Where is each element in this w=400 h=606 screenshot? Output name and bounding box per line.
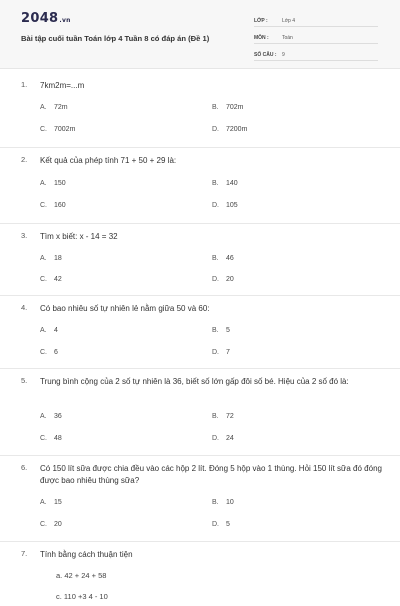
question-4 — [0, 296, 400, 369]
question-number: 3. — [21, 231, 28, 240]
option-b[interactable]: B. 46 — [212, 255, 234, 262]
option-c[interactable]: C. 42 — [40, 276, 62, 283]
meta-label: SỐ CÂU : — [254, 51, 277, 58]
question-text: Có bao nhiêu số tự nhiên lẻ nằm giữa 50 và 60: — [40, 304, 210, 313]
question-header — [21, 549, 385, 561]
sub-item-a: a. 42 + 24 + 58 — [56, 571, 107, 580]
option-d[interactable]: D. 105 — [212, 202, 238, 209]
question-text: Có 150 lít sữa được chia đều vào các hộp 2 lít. Đóng 5 hộp vào 1 thùng. Hỏi 150 lít sữa đó đóng được bao nhiêu thùng sữa? — [40, 464, 382, 485]
option-d[interactable]: D. 7 — [212, 349, 230, 356]
question-5 — [0, 369, 400, 456]
meta-label: MÔN : — [254, 34, 269, 41]
option-c[interactable]: C. 6 — [40, 349, 58, 356]
question-text: Tính bằng cách thuận tiện — [40, 550, 133, 559]
meta-value: Toán — [282, 34, 293, 41]
meta-row-question-count — [254, 49, 378, 61]
option-d[interactable]: D. 20 — [212, 276, 234, 283]
meta-value: 9 — [282, 51, 285, 58]
option-b[interactable]: B. 702m — [212, 104, 244, 111]
meta-row-subject — [254, 32, 378, 44]
option-a[interactable]: A. 150 — [40, 180, 66, 187]
option-b[interactable]: B. 72 — [212, 413, 234, 420]
question-text: Trung bình cộng của 2 số tự nhiên là 36, biết số lớn gấp đôi số bé. Hiệu của 2 số đó là: — [40, 377, 349, 386]
option-a[interactable]: A. 72m — [40, 104, 68, 111]
option-a[interactable]: A. 4 — [40, 327, 58, 334]
document-title: Bài tập cuối tuần Toán lớp 4 Tuần 8 có đáp án (Đề 1) — [21, 34, 210, 43]
question-text: Tìm x biết: x - 14 = 32 — [40, 232, 118, 241]
question-number: 2. — [21, 155, 28, 164]
question-number: 5. — [21, 376, 28, 385]
question-header — [21, 303, 385, 315]
option-b[interactable]: B. 140 — [212, 180, 238, 187]
question-header — [21, 155, 385, 167]
meta-value: Lớp 4 — [282, 17, 296, 24]
option-c[interactable]: C. 160 — [40, 202, 66, 209]
question-3 — [0, 224, 400, 296]
meta-label: LỚP : — [254, 17, 268, 24]
question-6 — [0, 456, 400, 542]
question-2 — [0, 148, 400, 224]
question-number: 1. — [21, 80, 28, 89]
site-logo[interactable]: 2048.vn — [21, 11, 71, 26]
option-d[interactable]: D. 5 — [212, 521, 230, 528]
option-d[interactable]: D. 24 — [212, 435, 234, 442]
question-header — [21, 376, 385, 388]
question-text: Kết quả của phép tính 71 + 50 + 29 là: — [40, 156, 177, 165]
question-header — [21, 463, 385, 487]
meta-row-class — [254, 15, 378, 27]
question-7 — [0, 542, 400, 606]
option-c[interactable]: C. 48 — [40, 435, 62, 442]
option-a[interactable]: A. 18 — [40, 255, 62, 262]
question-number: 4. — [21, 303, 28, 312]
option-d[interactable]: D. 7200m — [212, 126, 248, 133]
question-text: 7km2m=...m — [40, 81, 85, 90]
document-header — [0, 0, 400, 69]
option-b[interactable]: B. 5 — [212, 327, 230, 334]
option-c[interactable]: C. 7002m — [40, 126, 76, 133]
option-b[interactable]: B. 10 — [212, 499, 234, 506]
option-a[interactable]: A. 15 — [40, 499, 62, 506]
question-1 — [0, 80, 400, 148]
question-header — [21, 80, 385, 92]
question-number: 6. — [21, 463, 28, 472]
sub-item-c: c. 110 +3 4 - 10 — [56, 592, 108, 601]
question-number: 7. — [21, 549, 28, 558]
question-list — [0, 80, 400, 606]
option-a[interactable]: A. 36 — [40, 413, 62, 420]
question-header — [21, 231, 385, 243]
option-c[interactable]: C. 20 — [40, 521, 62, 528]
document-meta — [254, 15, 378, 66]
